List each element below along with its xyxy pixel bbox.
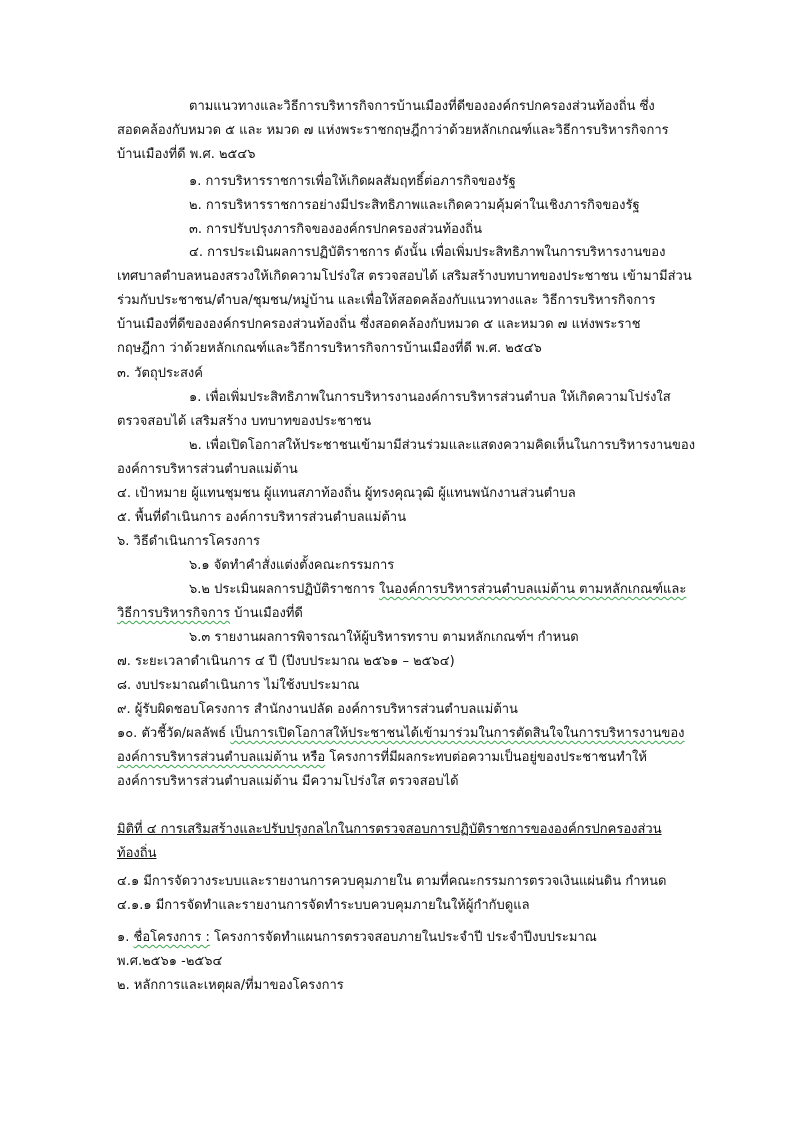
indicator-line (117, 722, 697, 746)
text-line: ๔. การประเมินผลการปฏิบัติราชการ ดังนั้น เพื่อเพิ่มประสิทธิภาพในการบริหารงานของ (189, 245, 666, 260)
objectives-heading: ๓. วัตถุประสงค์ (117, 366, 203, 381)
dimension-heading-cont: ท้องถิ่น (117, 846, 157, 861)
text-line: กฤษฎีกา ว่าด้วยหลักเกณฑ์และวิธีการบริหารกิจการบ้านเมืองที่ดี พ.ศ. ๒๕๔๖ (117, 341, 542, 356)
target-line: ๔. เป้าหมาย ผู้แทนชุมชน ผู้แทนสภาท้องถิ่น ผู้ทรงคุณวุฒิ ผู้แทนพนักงานส่วนตำบล (117, 486, 576, 501)
method-heading: ๖. วิธีดำเนินการโครงการ (117, 534, 261, 549)
text-line: ๑. เพื่อเพิ่มประสิทธิภาพในการบริหารงานองค์การบริหารส่วนตำบล ให้เกิดความโปร่งใส (189, 390, 671, 405)
indicator-line (117, 746, 697, 770)
spellcheck-text: เป็นการเปิดโอกาสให้ประชาชนได้เข้ามาร่วมในการตัดสินใจในการบริหารงานของ (230, 726, 685, 741)
text-line: ร่วมกับประชาชน/ตำบล/ชุมชน/หมู่บ้าน และเพื่อให้สอดคล้องกับแนวทางและ วิธีการบริหารกิจการ (117, 293, 656, 308)
text-run: โครงการที่มีผลกระทบต่อความเป็นอยู่ของประชาชนทำให้ (325, 750, 647, 765)
project-year: พ.ศ.๒๕๖๑ -๒๕๖๔ (117, 954, 223, 969)
project-label: ชื่อโครงการ : (133, 930, 210, 945)
project-name-line (117, 926, 697, 950)
text-line: เทศบาลตำบลหนองสรวงให้เกิดความโปร่งใส ตรวจสอบได้ เสริมสร้างบทบาทของประชาชน เข้ามามีส่วน (117, 269, 692, 284)
dimension-heading: มิติที่ ๔ การเสริมสร้างและปรับปรุงกลไกในการตรวจสอบการปฏิบัติราชการขององค์กรปกครองส่วน (117, 822, 662, 837)
text-line: ๒. เพื่อเปิดโอกาสให้ประชาชนเข้ามามีส่วนร่วมและแสดงความคิดเห็นในการบริหารงานของ (189, 438, 696, 453)
paragraph-item4 (117, 241, 697, 361)
budget-line: ๘. งบประมาณดำเนินการ ไม่ใช้งบประมาณ (117, 678, 360, 693)
text-line: บ้านเมืองที่ดี พ.ศ. ๒๕๔๖ (117, 147, 256, 162)
spellcheck-text: วิธีการบริหารกิจการ (117, 606, 231, 621)
method-item: ๖.๓ รายงานผลการพิจารณาให้ผู้บริหารทราบ ตามหลักเกณฑ์ฯ กำหนด (189, 630, 579, 645)
indicator-line: องค์การบริหารส่วนตำบลแม่ต้าน มีความโปร่งใส ตรวจสอบได้ (117, 774, 459, 789)
owner-line: ๙. ผู้รับผิดชอบโครงการ สำนักงานปลัด องค์การบริหารส่วนตำบลแม่ต้าน (117, 702, 518, 717)
text-line: ตรวจสอบได้ เสริมสร้าง บทบาทของประชาชน (117, 414, 372, 429)
project-name: โครงการจัดทำแผนการตรวจสอบภายในประจำปี ประจำปีงบประมาณ (209, 930, 597, 945)
spellcheck-text: ในองค์การบริหารส่วนตำบลแม่ต้าน ตามหลักเกณฑ์และ (379, 582, 687, 597)
list-item: ๒. การบริหารราชการอย่างมีประสิทธิภาพและเกิดความคุ้มค่าในเชิงภารกิจของรัฐ (189, 198, 640, 213)
spellcheck-text: องค์การบริหารส่วนตำบลแม่ต้าน หรือ (117, 750, 326, 765)
principle-heading: ๒. หลักการและเหตุผล/ที่มาของโครงการ (117, 978, 344, 993)
method-item: ๖.๑ จัดทำคำสั่งแต่งตั้งคณะกรรมการ (189, 558, 395, 573)
section-objectives (117, 362, 697, 794)
list-item: ๑. การบริหารราชการเพื่อให้เกิดผลสัมฤทธิ์ต่อภารกิจของรัฐ (189, 174, 516, 189)
list-principles (117, 170, 697, 242)
subsection-line: ๔.๑ มีการจัดวางระบบและรายงานการควบคุมภายใน ตามที่คณะกรรมการตรวจเงินแผ่นดิน กำหนด (117, 874, 667, 889)
paragraph-intro (117, 95, 697, 167)
list-item: ๓. การปรับปรุงภารกิจขององค์กรปกครองส่วนท้องถิ่น (189, 222, 483, 237)
text-run: บ้านเมืองที่ดี (230, 606, 303, 621)
subsection-line: ๔.๑.๑ มีการจัดทำและรายงานการจัดทำระบบควบคุมภายในให้ผู้กำกับดูแล (117, 898, 530, 913)
text-line: สอดคล้องกับหมวด ๕ และ หมวด ๗ แห่งพระราชกฤษฎีกาว่าด้วยหลักเกณฑ์และวิธีการบริหารกิจการ (117, 123, 669, 138)
text-run: ๑๐. ตัวชี้วัด/ผลลัพธ์ (117, 726, 231, 741)
text-line: บ้านเมืองที่ดีขององค์กรปกครองส่วนท้องถิ่น ซึ่งสอดคล้องกับหมวด ๕ และหมวด ๗ แห่งพระราช (117, 317, 641, 332)
text-line: ตามแนวทางและวิธีการบริหารกิจการบ้านเมืองที่ดีขององค์กรปกครองส่วนท้องถิ่น ซึ่ง (189, 99, 655, 114)
area-line: ๕. พื้นที่ดำเนินการ องค์การบริหารส่วนตำบลแม่ต้าน (117, 510, 407, 525)
text-run: ๑. (117, 930, 134, 945)
section-project (117, 926, 697, 998)
period-line: ๗. ระยะเวลาดำเนินการ ๔ ปี (ปีงบประมาณ ๒๕๖๑ – ๒๕๖๔) (117, 654, 455, 669)
text-run: ๖.๒ ประเมินผลการปฏิบัติราชการ (189, 582, 380, 597)
method-item-cont (117, 602, 697, 626)
section-dimension-4 (117, 818, 697, 918)
text-line: องค์การบริหารส่วนตำบลแม่ต้าน (117, 462, 298, 477)
method-item (117, 578, 697, 602)
